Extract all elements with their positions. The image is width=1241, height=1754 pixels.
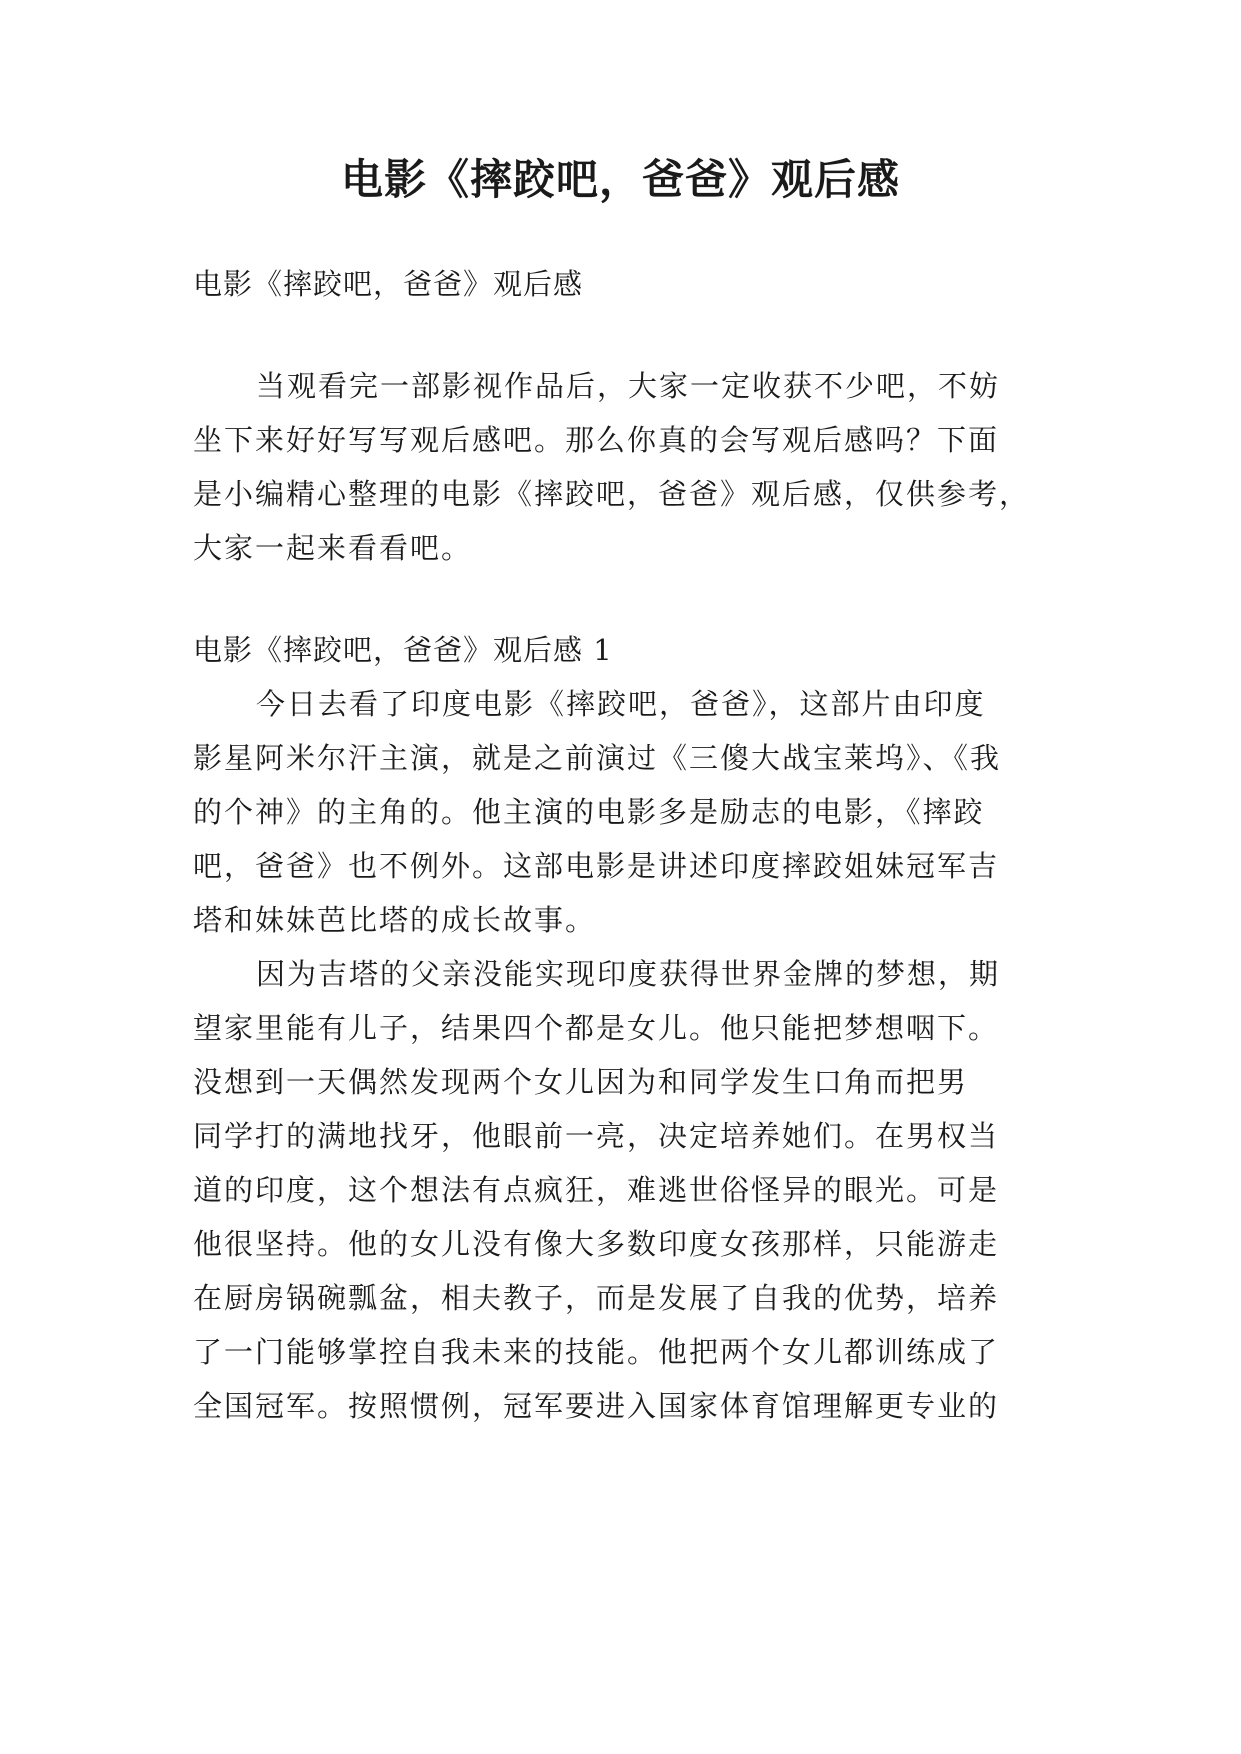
paragraph-line: 道的印度，这个想法有点疯狂，难逃世俗怪异的眼光。可是: [193, 1173, 1000, 1207]
paragraph-line: 塔和妹妹芭比塔的成长故事。: [193, 903, 597, 937]
intro-line: 是小编精心整理的电影《摔跤吧，爸爸》观后感，仅供参考，: [193, 477, 1031, 511]
document-title: 电影《摔跤吧，爸爸》观后感: [340, 155, 900, 204]
document-subtitle: 电影《摔跤吧，爸爸》观后感: [193, 267, 584, 301]
intro-line: 大家一起来看看吧。: [193, 531, 473, 565]
paragraph-line: 了一门能够掌控自我未来的技能。他把两个女儿都训练成了: [193, 1335, 1000, 1369]
section-heading: 电影《摔跤吧，爸爸》观后感 1: [193, 633, 613, 667]
intro-line: 坐下来好好写写观后感吧。那么你真的会写观后感吗？下面: [193, 423, 1000, 457]
paragraph-line: 吧，爸爸》也不例外。这部电影是讲述印度摔跤姐妹冠军吉: [193, 849, 1000, 883]
intro-line: 当观看完一部影视作品后，大家一定收获不少吧，不妨: [256, 369, 1001, 403]
paragraph-line: 望家里能有儿子，结果四个都是女儿。他只能把梦想咽下。: [193, 1011, 1000, 1045]
paragraph-line: 影星阿米尔汗主演，就是之前演过《三傻大战宝莱坞》、《我: [193, 741, 1002, 775]
paragraph-line: 他很坚持。他的女儿没有像大多数印度女孩那样，只能游走: [193, 1227, 1000, 1261]
paragraph-line: 的个神》的主角的。他主演的电影多是励志的电影，《摔跤: [193, 795, 985, 829]
paragraph-line: 今日去看了印度电影《摔跤吧，爸爸》，这部片由印度: [256, 687, 986, 721]
paragraph-line: 全国冠军。按照惯例，冠军要进入国家体育馆理解更专业的: [193, 1389, 1000, 1423]
paragraph-line: 同学打的满地找牙，他眼前一亮，决定培养她们。在男权当: [193, 1119, 1000, 1153]
paragraph-line: 在厨房锅碗瓢盆，相夫教子，而是发展了自我的优势，培养: [193, 1281, 1000, 1315]
paragraph-line: 没想到一天偶然发现两个女儿因为和同学发生口角而把男: [193, 1065, 969, 1099]
paragraph-line: 因为吉塔的父亲没能实现印度获得世界金牌的梦想，期: [256, 957, 1001, 991]
